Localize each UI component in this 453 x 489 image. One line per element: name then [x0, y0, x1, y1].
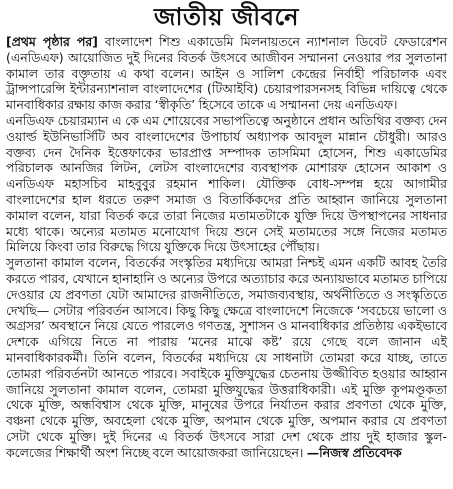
paragraph-1-text: বাংলাদেশ শিশু একাডেমি মিলনায়তনে ন্যাশনাল ডিবেট ফেডারেশন (এনডিএফ) আয়োজিত দুই দিনের বিতর্ক উৎসবে আজীবন সম্মাননা নেওয়ার পর সুলতানা কামাল তার বক্তৃতায় এ কথা বলেন। আইন ও সালিশ কেন্দ্রের নির্বাহী পরিচালক এবং ট্রান্সপারেন্সি ইন্টারন্যাশনাল বাংলাদেশের (টিআইবি) চেয়ারপারসনসহ বিভিন্ন দায়িত্বে থেকে মানবাধিকার রক্ষায় কাজ করার ‘স্বীকৃতি’ হিসেবে তাকে এ সম্মাননা দেয় এনডিএফ। [6, 34, 447, 113]
continued-from-front-page-label: [প্রথম পৃষ্ঠার পর] [6, 34, 98, 49]
paragraph-1 [6, 34, 447, 113]
headline: জাতীয় জীবনে [154, 3, 299, 31]
paragraph-2: এনডিএফ চেয়ারম্যান এ কে এম শোয়েবের সভাপতিত্বে অনুষ্ঠানে প্রধান অতিথির বক্তব্য দেন ওয়ার্ল্ড ইউনিভার্সিটি অব বাংলাদেশের উপাচার্য অধ্যাপক আবদুল মান্নান চৌধুরী। আরও বক্তব্য দেন দৈনিক ইত্তেফাকের ভারপ্রাপ্ত সম্পাদক তাসমিমা হোসেন, শিশু একাডেমির পরিচালক আনজির লিটন, লেটস বাংলাদেশের ব্যবস্থাপক মোশারফ হোসেন আকাশ ও এনডিএফ মহাসচিব মাহবুবুর রহমান শাকিল। যৌক্তিক বোধ-সম্পন্ন হয়ে আগামীর বাংলাদেশের হাল ধরতে তরুণ সমাজ ও বিতার্কিকদের প্রতি আহ্বান জানিয়ে সুলতানা কামাল বলেন, যারা বিতর্ক করে তারা নিজের মতামতটাকে যুক্তি দিয়ে উপস্থাপনের সাধনার মধ্যে থাকে। অন্যের মতামত মনোযোগ দিয়ে শুনে সেই মতামতের সঙ্গে নিজের মতামত মিলিয়ে কিংবা তার বিরুদ্ধে গিয়ে যুক্তিকে দিয়ে উৎসাহের পৌঁছায়। [6, 112, 447, 255]
paragraph-3-text: সুলতানা কামাল বলেন, বিতর্কের সংস্কৃতির মধ্যদিয়ে আমরা নিশ্চই এমন একটি আবহ তৈরি করতে পারব, যেখানে হানাহানি ও অন্যের উপরে অত্যাচার করে অন্যায়ভাবে মতামত চাপিয়ে দেওয়ার যে প্রবণতা যেটা আমাদের রাজনীতিতে, সমাজব্যবস্থায়, অর্থনীতিতে ও সংস্কৃতিতে দেখছি— সেটার পরিবর্তন আসবে। কিছু কিছু ক্ষেত্রে বাংলাদেশে নিজেকে ‘সবচেয়ে ভালো ও অগ্রসর’ অবস্থানে নিয়ে যেতে পারলেও গণতন্ত্র, সুশাসন ও মানবাধিকার প্রতিষ্ঠায় একইভাবে দেশকে এগিয়ে নিতে না পারায় ‘মনের মাঝে কষ্ট’ রয়ে গেছে বলে জানান এই মানবাধিকারকর্মী। তিনি বলেন, বিতর্কের মধ্যদিয়ে যে সাধনাটা তোমরা করে যাচ্ছ, তাতে তোমরা পরিবর্তনটা আনতে পারবে। সবাইকে মুক্তিযুদ্ধের চেতনায় উজ্জীবিত হওয়ার আহ্বান জানিয়ে সুলতানা কামাল বলেন, তোমরা মুক্তিযুদ্ধের উত্তরাধিকারী। এই মুক্তি কূপমণ্ডূকতা থেকে মুক্তি, অন্ধবিশ্বাস থেকে মুক্তি, মানুষের উপরে নির্যাতন করার প্রবণতা থেকে মুক্তি, বঞ্চনা থেকে মুক্তি, অবহেলা থেকে মুক্তি, অপমান থেকে মুক্তি, অপমান করার যে প্রবণতা সেটা থেকে মুক্তি। দুই দিনের এ বিতর্ক উৎসবে সারা দেশ থেকে প্রায় দুই হাজার স্কুল-কলেজের শিক্ষার্থী অংশ নিচ্ছে বলে আয়োজকরা জানিয়েছেন। [6, 255, 447, 460]
paragraph-3 [6, 255, 447, 460]
byline: —নিজস্ব প্রতিবেদক [306, 444, 402, 460]
